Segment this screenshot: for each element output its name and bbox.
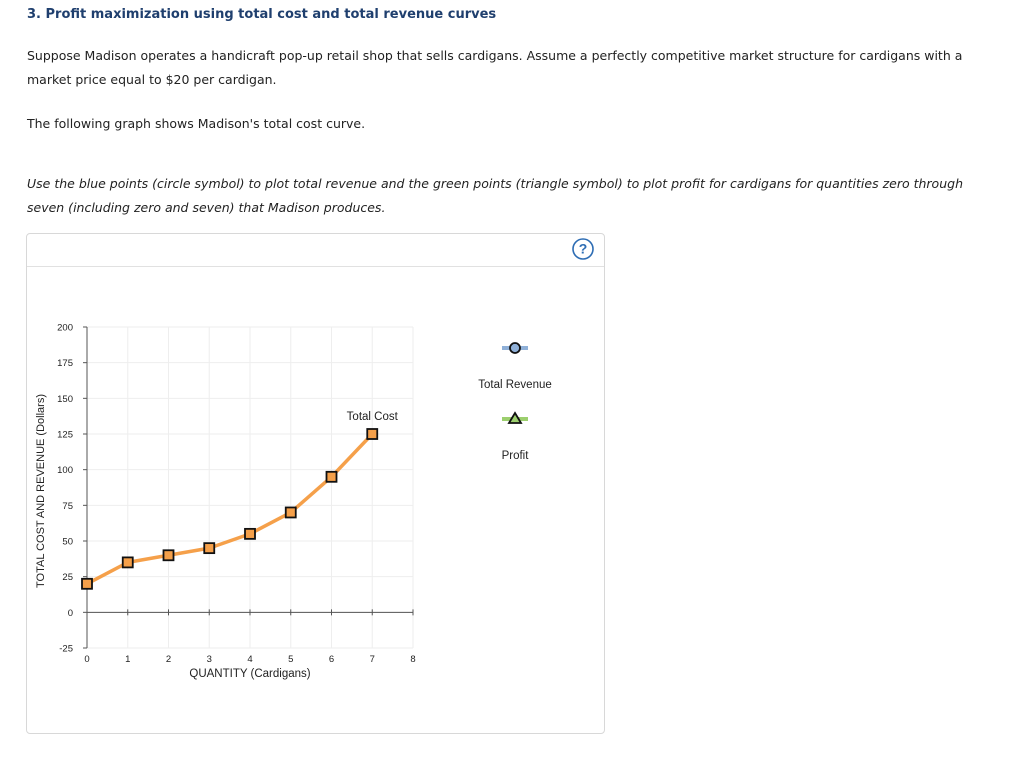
grid [87, 327, 413, 648]
total-cost-point[interactable] [204, 543, 214, 553]
y-tick-label: 175 [57, 358, 73, 370]
y-tick-label: 200 [57, 322, 73, 334]
total-cost-point[interactable] [164, 550, 174, 560]
instructions-paragraph: Use the blue points (circle symbol) to plot total revenue and the green points (triangle symbol) to plot profit for cardigans for quantities zero through seven (including zero and seven) that Madison produces. [27, 176, 963, 215]
y-tick-label: 50 [62, 536, 73, 548]
y-tick-label: 75 [62, 500, 73, 512]
series [82, 429, 377, 589]
total-cost-point[interactable] [245, 529, 255, 539]
x-tick-label: 8 [410, 654, 416, 665]
x-tick-label: 4 [247, 654, 253, 665]
y-tick-label: 150 [57, 393, 73, 405]
y-tick-label: 125 [57, 429, 73, 441]
total-cost-point[interactable] [367, 429, 377, 439]
x-tick-label: 1 [125, 654, 131, 665]
total-cost-point[interactable] [82, 579, 92, 589]
page-heading: 3. Profit maximization using total cost and total revenue curves [27, 7, 497, 22]
y-tick-label: 100 [57, 465, 73, 477]
x-tick-label: 5 [288, 654, 294, 665]
x-tick-label: 6 [328, 654, 335, 665]
legend-total-revenue[interactable] [478, 343, 552, 391]
x-tick-label: 0 [84, 654, 90, 665]
legend-profit-label: Profit [501, 450, 529, 462]
x-tick-label: 3 [206, 654, 212, 665]
intro-paragraph: Suppose Madison operates a handicraft pop-up retail shop that sells cardigans. Assume a perfectly competitive market structure for cardigans with a market price equal to $20 per cardigan. [27, 48, 963, 87]
x-tick-label: 2 [165, 654, 172, 665]
legend-profit[interactable] [502, 413, 530, 462]
axes [57, 323, 416, 666]
total-cost-annotation: Total Cost [346, 411, 398, 423]
y-axis-label: TOTAL COST AND REVENUE (Dollars) [35, 394, 47, 588]
graph-intro-paragraph: The following graph shows Madison's total cost curve. [27, 116, 366, 131]
total-revenue-circle-icon [510, 343, 520, 353]
total-cost-point[interactable] [327, 472, 337, 482]
x-tick-label: 7 [369, 654, 375, 665]
x-axis-label: QUANTITY (Cardigans) [189, 668, 311, 680]
total-cost-point[interactable] [286, 507, 296, 517]
total-cost-point[interactable] [123, 557, 133, 567]
legend-total-revenue-label: Total Revenue [478, 379, 552, 391]
help-icon-glyph: ? [578, 240, 588, 257]
y-tick-label: 25 [62, 572, 73, 584]
y-tick-label: 0 [67, 607, 73, 619]
y-tick-label: -25 [59, 643, 73, 655]
